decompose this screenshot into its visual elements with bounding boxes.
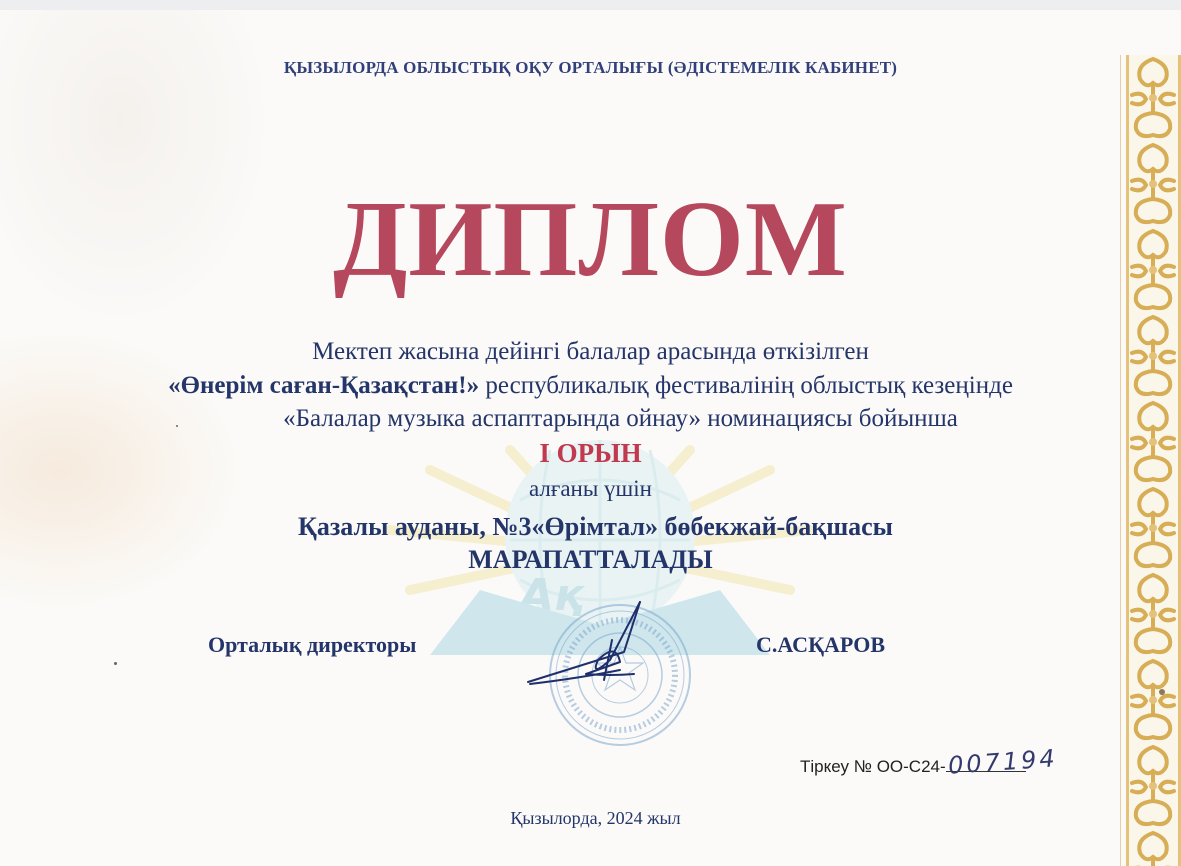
festival-name: «Өнерім саған-Қазақстан!» bbox=[168, 372, 480, 399]
diploma-title: ДИПЛОМ bbox=[333, 180, 848, 299]
awarded-text: МАРАПАТТАЛАДЫ bbox=[468, 545, 713, 574]
place-and-year: Қызылорда, 2024 жыл bbox=[510, 808, 681, 828]
svg-text:Ақ: Ақ bbox=[520, 570, 584, 621]
ornament-border-line bbox=[1120, 55, 1121, 866]
scan-speck bbox=[1159, 689, 1165, 695]
scan-speck bbox=[176, 425, 178, 427]
signatory-position: Орталық директоры bbox=[208, 632, 417, 657]
issuer-header: ҚЫЗЫЛОРДА ОБЛЫСТЫҚ ОҚУ ОРТАЛЫҒЫ (ӘДІСТЕМЕЛІК КАБИНЕТ) bbox=[283, 58, 898, 77]
scan-speck bbox=[114, 662, 117, 665]
ornament-border bbox=[1126, 55, 1181, 866]
festival-stage: республикалық фестивалінің облыстық кезеңінде bbox=[479, 372, 1013, 399]
signatory-name: С.АСҚАРОВ bbox=[756, 632, 886, 657]
registration-handwritten: 007194 bbox=[947, 744, 1059, 780]
recipient-name: Қазалы ауданы, №3«Өрімтал» бөбекжай-бақшасы bbox=[298, 512, 893, 541]
body-line-3: «Балалар музыка аспаптарында ойнау» номинациясы бойынша bbox=[283, 405, 958, 432]
for-text: алғаны үшін bbox=[529, 476, 652, 501]
scan-top-edge bbox=[0, 0, 1181, 10]
handwritten-signature bbox=[520, 590, 690, 700]
place-award: І ОРЫН bbox=[539, 438, 642, 468]
registration-label: Тіркеу № ОО-С24- bbox=[800, 757, 946, 776]
body-line-1: Мектеп жасына дейінгі балалар арасында өткізілген bbox=[312, 338, 869, 365]
body-line-2 bbox=[0, 372, 1181, 400]
